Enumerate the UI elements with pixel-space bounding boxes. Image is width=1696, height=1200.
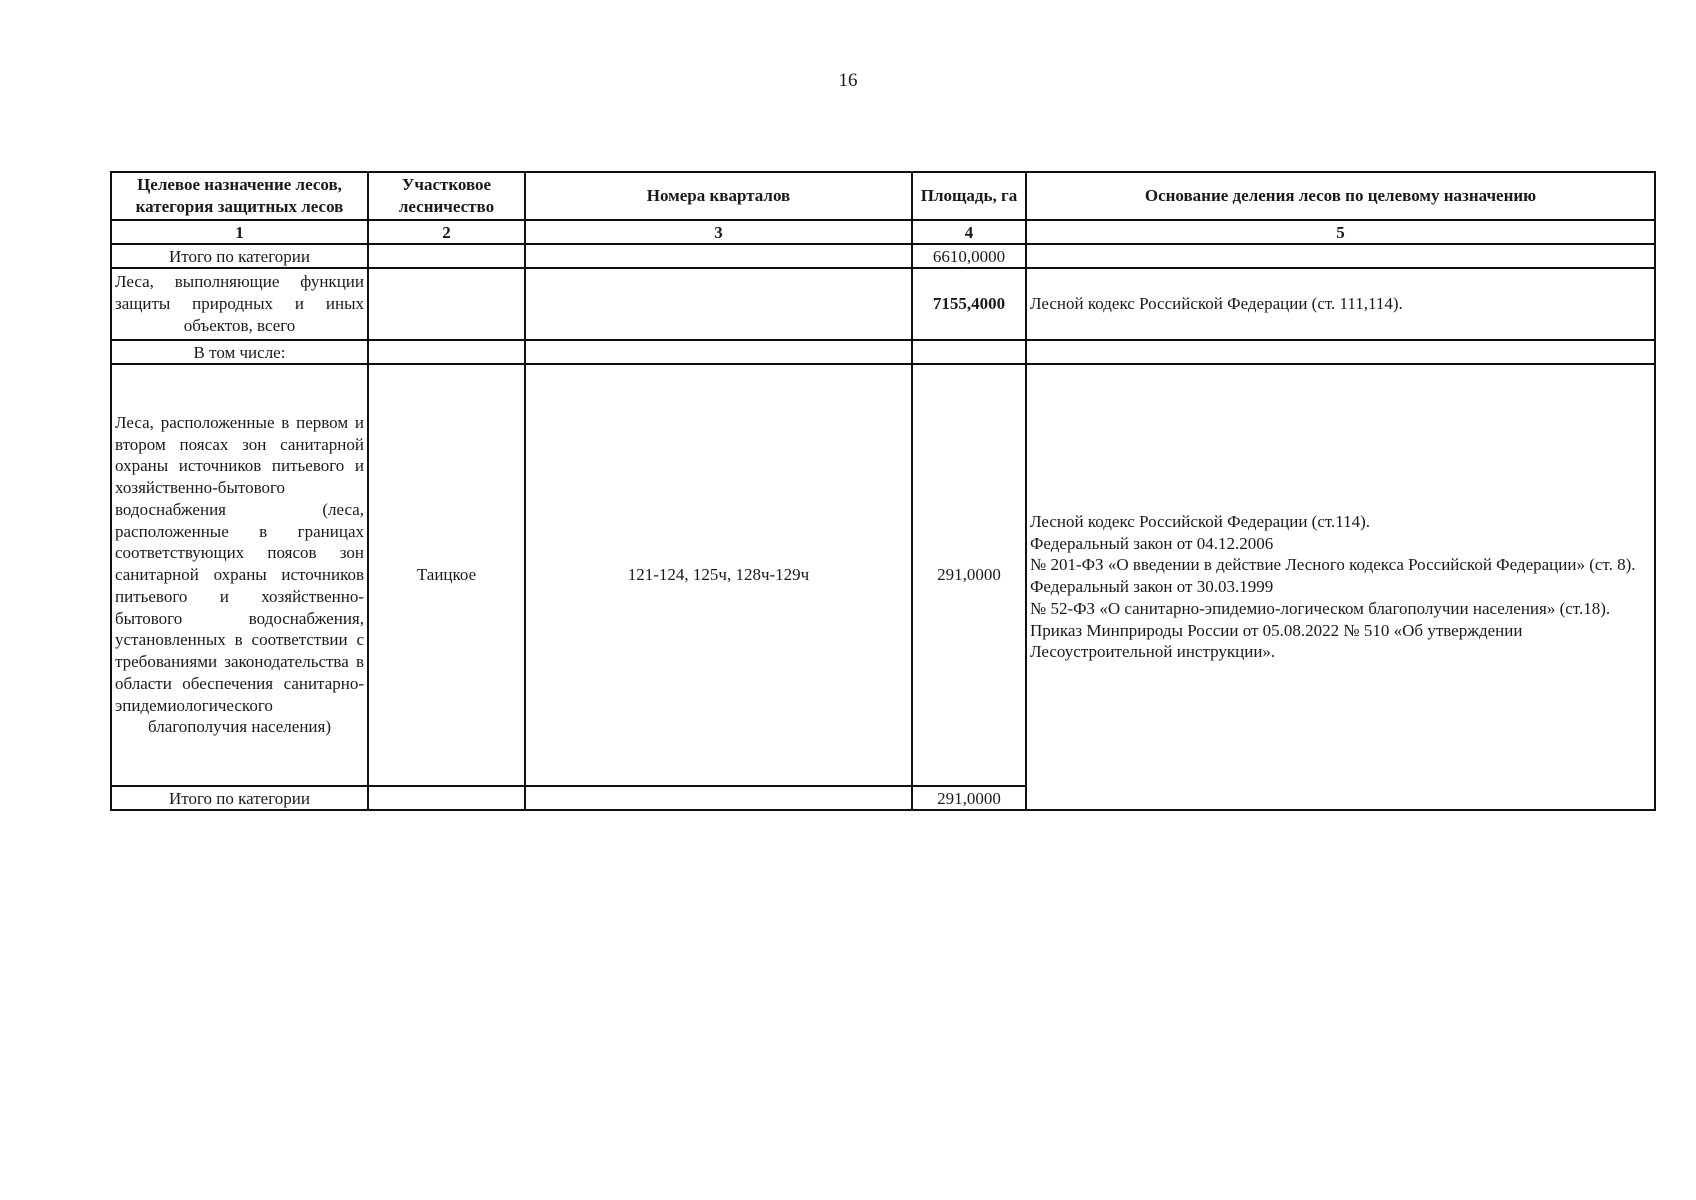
- row-quarters: [525, 268, 912, 340]
- basis-line: Лесной кодекс Российской Федерации (ст.114).: [1030, 511, 1371, 531]
- row-basis: Лесной кодекс Российской Федерации (ст. 111,114).: [1026, 268, 1655, 340]
- row-quarters: [525, 244, 912, 268]
- row-forestry: Таицкое: [368, 364, 525, 786]
- row-quarters: 121-124, 125ч, 128ч-129ч: [525, 364, 912, 786]
- page-number: 16: [838, 70, 858, 91]
- table-row: [111, 364, 1655, 786]
- header-area: Площадь, га: [912, 172, 1026, 220]
- row-quarters: [525, 786, 912, 810]
- header-category: Целевое назначение лесов, категория защитных лесов: [111, 172, 368, 220]
- row-basis: [1026, 244, 1655, 268]
- header-forestry: Участковое лесничество: [368, 172, 525, 220]
- column-number: 5: [1026, 220, 1655, 244]
- basis-line: № 52-ФЗ «О санитарно-эпидемио-логическом благополучии населения» (ст.18).: [1030, 598, 1611, 618]
- column-number-row: [111, 220, 1655, 244]
- row-category: Итого по категории: [111, 786, 368, 810]
- row-forestry: [368, 786, 525, 810]
- row-area: 6610,0000: [912, 244, 1026, 268]
- table-row: [111, 244, 1655, 268]
- row-area: 291,0000: [912, 364, 1026, 786]
- row-forestry: [368, 244, 525, 268]
- header-quarters: Номера кварталов: [525, 172, 912, 220]
- header-basis: Основание деления лесов по целевому назначению: [1026, 172, 1655, 220]
- basis-line: Федеральный закон от 30.03.1999: [1030, 577, 1274, 597]
- basis-line: Федеральный закон от 04.12.2006: [1030, 533, 1274, 553]
- row-basis: [1026, 364, 1655, 810]
- row-area: 7155,4000: [912, 268, 1026, 340]
- row-forestry: [368, 340, 525, 364]
- row-area: [912, 340, 1026, 364]
- row-basis: [1026, 340, 1655, 364]
- basis-lines: [1030, 511, 1651, 663]
- table-header-row: [111, 172, 1655, 220]
- row-quarters: [525, 340, 912, 364]
- row-forestry: [368, 268, 525, 340]
- row-area: 291,0000: [912, 786, 1026, 810]
- table-row: [111, 340, 1655, 364]
- row-category: Леса, расположенные в первом и втором поясах зон санитарной охраны источников питьевого и хозяйственно-бытового водоснабжения (леса, расположенные в границах соответствующих поясов зон санитарной охраны источников питьевого и хозяйственно-бытового водоснабжения, установленных в соответствии с требованиями законодательства в области обеспечения санитарно-эпидемиологического благополучия населения): [111, 364, 368, 786]
- basis-line: № 201-ФЗ «О введении в действие Лесного кодекса Российской Федерации» (ст. 8).: [1030, 555, 1636, 575]
- table-row: [111, 268, 1655, 340]
- row-category: Леса, выполняющие функции защиты природных и иных объектов, всего: [111, 268, 368, 340]
- column-number: 2: [368, 220, 525, 244]
- basis-line: Приказ Минприроды России от 05.08.2022 № 510 «Об утверждении Лесоустроительной инструкции».: [1030, 620, 1523, 662]
- column-number: 1: [111, 220, 368, 244]
- forest-purpose-table: [110, 171, 1656, 811]
- column-number: 4: [912, 220, 1026, 244]
- row-category: В том числе:: [111, 340, 368, 364]
- row-category: Итого по категории: [111, 244, 368, 268]
- column-number: 3: [525, 220, 912, 244]
